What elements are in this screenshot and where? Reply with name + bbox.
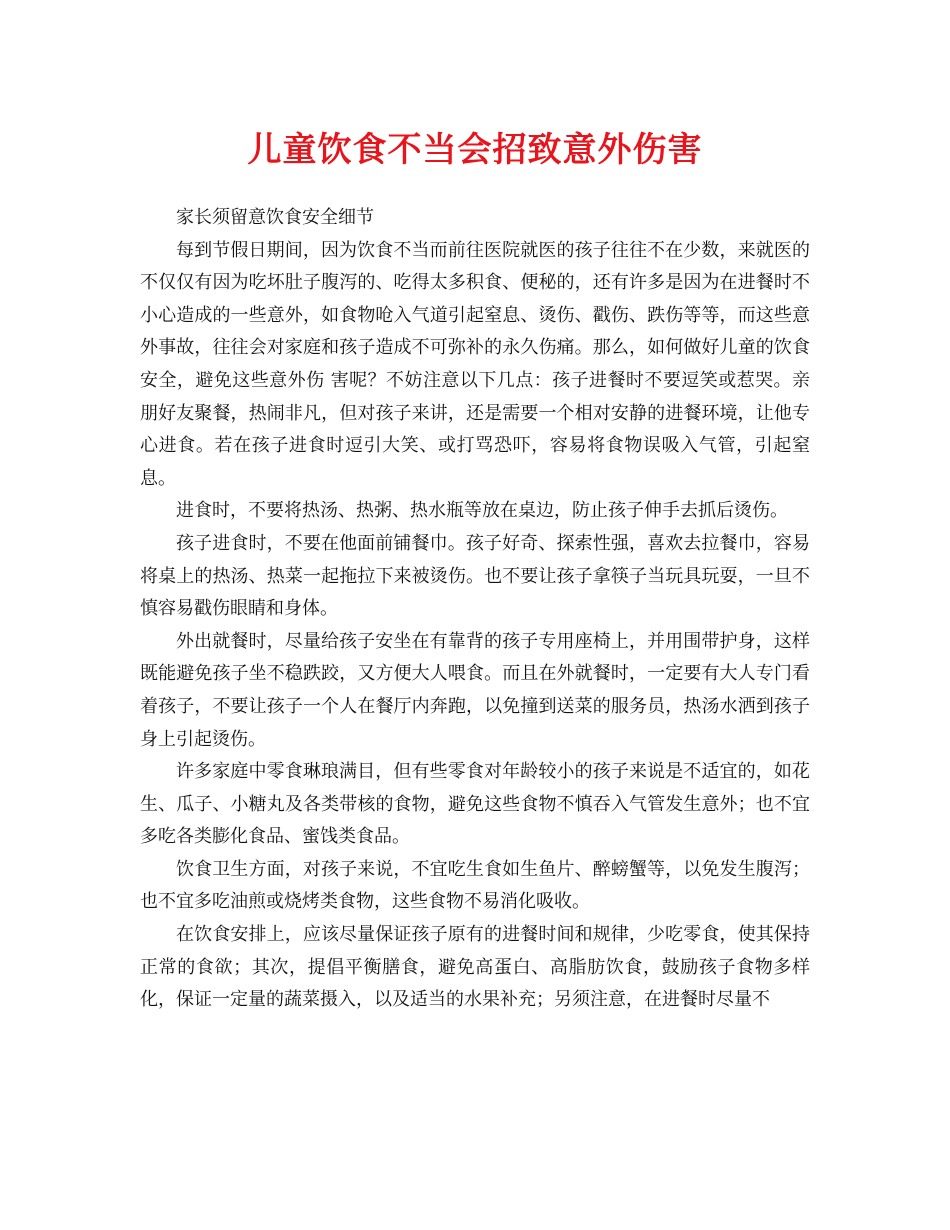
paragraph: 在饮食安排上，应该尽量保证孩子原有的进餐时间和规律，少吃零食，使其保持正常的食欲；其次，提倡平衡膳食，避免高蛋白、高脂肪饮食，鼓励孩子食物多样化，保证一定量的蔬菜摄入，以及适当的水果补充；另须注意，在进餐时尽量不 [140,924,810,1011]
paragraph: 孩子进食时，不要在他面前铺餐巾。孩子好奇、探索性强，喜欢去拉餐巾，容易将桌上的热汤、热菜一起拖拉下来被烫伤。也不要让孩子拿筷子当玩具玩耍，一旦不慎容易戳伤眼睛和身体。 [140,532,810,620]
paragraph-subtitle: 家长须留意饮食安全细节 [176,207,374,228]
paragraph: 外出就餐时，尽量给孩子安坐在有靠背的孩子专用座椅上，并用围带护身，这样既能避免孩子坐不稳跌跤，又方便大人喂食。而且在外就餐时，一定要有大人专门看着孩子，不要让孩子一个人在餐厅内奔跑，以免撞到送菜的服务员，热汤水洒到孩子身上引起烫伤。 [140,630,810,750]
paragraph: 许多家庭中零食琳琅满目，但有些零食对年龄较小的孩子来说是不适宜的，如花生、瓜子、小糖丸及各类带核的食物，避免这些食物不慎吞入气管发生意外；也不宜多吃各类膨化食品、蜜饯类食品。 [140,761,810,848]
paragraph: 每到节假日期间，因为饮食不当而前往医院就医的孩子往往不在少数，来就医的不仅仅有因为吃坏肚子腹泻的、吃得太多积食、便秘的，还有许多是因为在进餐时不小心造成的一些意外，如食物呛入气道引起窒息、烫伤、戳伤、跌伤等等，而这些意外事故，往往会对家庭和孩子造成不可弥补的永久伤痛。那么，如何做好儿童的饮食安全，避免这些意外伤 害呢？不妨注意以下几点：孩子进餐时不要逗笑或惹哭。亲朋好友聚餐，热闹非凡，但对孩子来讲，还是需要一个相对安静的进餐环境，让他专心进食。若在孩子进食时逗引大笑、或打骂恐吓，容易将食物误吸入气管，引起窒息。 [140,239,810,489]
document-title: 儿童饮食不当会招致意外伤害 [247,130,703,170]
paragraph: 饮食卫生方面，对孩子来说，不宜吃生食如生鱼片、醉螃蟹等，以免发生腹泻；也不宜多吃油煎或烧烤类食物，这些食物不易消化吸收。 [140,858,810,913]
document-body [140,202,810,1017]
paragraph: 进食时，不要将热汤、热粥、热水瓶等放在桌边，防止孩子伸手去抓后烫伤。 [176,500,788,522]
